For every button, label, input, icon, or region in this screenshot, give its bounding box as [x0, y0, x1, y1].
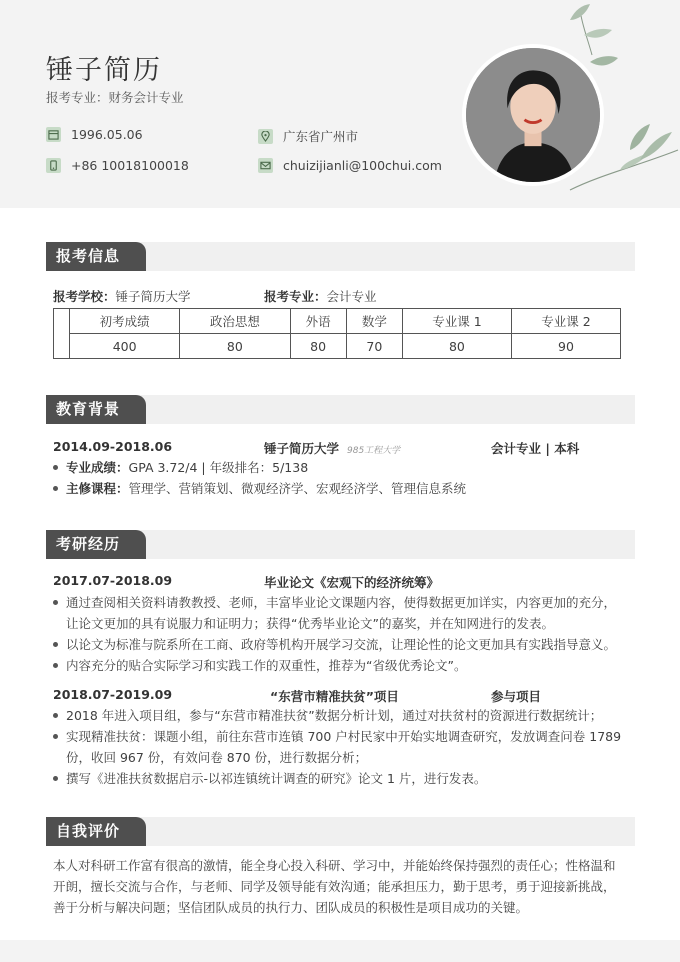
bullet-dot-icon: [53, 713, 58, 718]
exp2-bullet-text: 撰写《进准扶贫数据启示-以祁连镇统计调查的研究》论文 1 片，进行发表。: [66, 771, 487, 786]
target-major: 报考专业：财务会计专业: [46, 90, 184, 105]
bullet-dot-icon: [53, 776, 58, 781]
edu-major: 会计专业 | 本科: [491, 441, 580, 456]
exp1-bullet: [53, 634, 628, 655]
apply-school: 锤子简历大学: [115, 289, 191, 304]
edu-item-text: GPA 3.72/4 | 年级排名：5/138: [128, 460, 309, 475]
bullet-dot-icon: [53, 600, 58, 605]
section-self-header: [46, 817, 635, 846]
profile-photo: [462, 44, 604, 186]
bullet-dot-icon: [53, 642, 58, 647]
location-pin-icon: [258, 129, 273, 144]
edu-school: 锤子简历大学: [264, 441, 340, 456]
bullet-dot-icon: [53, 734, 58, 739]
location: 广东省广州市: [283, 129, 359, 144]
location-info: [258, 127, 358, 145]
section-apply-header: [46, 242, 635, 271]
edu-item: [53, 478, 466, 499]
phone-icon: [46, 158, 61, 173]
score-value-cell: 80: [180, 334, 290, 359]
score-value-cell: 80: [402, 334, 511, 359]
edu-school-tag: 985工程大学: [347, 446, 401, 456]
score-table-spacer: [54, 309, 70, 359]
edu-school-row: [264, 439, 400, 457]
score-header-cell: 外语: [290, 309, 346, 334]
exp2-role: 参与项目: [491, 689, 542, 704]
exp2-date: 2018.07-2019.09: [53, 687, 173, 702]
apply-school-row: [53, 287, 191, 305]
exp1-bullet: [53, 592, 628, 634]
exp1-bullet-text: 通过查阅相关资料请教教授、老师，丰富毕业论文课题内容，使得数据更加详实，内容更加的充分，让论文更加的具有说服力和证明力；获得“优秀毕业论文”的嘉奖，并在知网进行的发表。: [66, 595, 617, 631]
section-research-header: [46, 530, 635, 559]
email-info: [258, 158, 442, 173]
apply-major-row: [264, 287, 377, 305]
email: chuizijianli@100chui.com: [283, 158, 442, 173]
score-header-row: [54, 309, 621, 334]
section-self-title: 自我评价: [46, 817, 146, 846]
score-header-cell: 初考成绩: [70, 309, 180, 334]
birth-info: [46, 127, 143, 142]
score-header-cell: 数学: [346, 309, 402, 334]
section-research-title: 考研经历: [46, 530, 146, 559]
section-education-header: [46, 395, 635, 424]
mail-icon: [258, 158, 273, 173]
apply-major-label: 报考专业：: [264, 289, 327, 304]
exp2-title: “东营市精准扶贫”项目: [270, 689, 399, 704]
exp1-title: 毕业论文《宏观下的经济统筹》: [264, 575, 440, 590]
birth-date: 1996.05.06: [71, 127, 143, 142]
phone-info: [46, 158, 189, 173]
edu-item-label: 专业成绩：: [66, 460, 129, 475]
score-header-cell: 政治思想: [180, 309, 290, 334]
exp2-bullet-text: 2018 年进入项目组，参与“东营市精准扶贫”数据分析计划，通过对扶贫村的资源进行数据统计；: [66, 708, 603, 723]
score-value-row: [54, 334, 621, 359]
footer-band: [0, 940, 680, 962]
exp1-bullet-text: 内容充分的贴合实际学习和实践工作的双重性，推荐为“省级优秀论文”。: [66, 658, 467, 673]
phone-number: +86 10018100018: [71, 158, 189, 173]
exp1-date: 2017.07-2018.09: [53, 573, 173, 588]
avatar-portrait-icon: [466, 48, 600, 182]
exp2-bullet: [53, 726, 628, 768]
calendar-icon: [46, 127, 61, 142]
score-value-cell: 90: [511, 334, 620, 359]
exp2-bullet-text: 实现精准扶贫：课题小组，前往东营市连镇 700 户村民家中开始实地调查研究，发放调查问卷 1789 份，收回 967 份，有效问卷 870 份，进行数据分析；: [66, 729, 622, 765]
resume-name: 锤子简历: [46, 55, 162, 86]
edu-date: 2014.09-2018.06: [53, 439, 173, 454]
bullet-dot-icon: [53, 465, 58, 470]
score-value-cell: 400: [70, 334, 180, 359]
edu-item: [53, 457, 308, 478]
exp2-bullet: [53, 705, 628, 726]
score-value-cell: 70: [346, 334, 402, 359]
score-value-cell: 80: [290, 334, 346, 359]
bullet-dot-icon: [53, 486, 58, 491]
exp1-bullet: [53, 655, 628, 676]
apply-major: 会计专业: [326, 289, 377, 304]
score-table: [53, 308, 621, 359]
exp1-bullet-text: 以论文为标准与院系所在工商、政府等机构开展学习交流，让理论性的论文更加具有实践指导意义。: [66, 637, 617, 652]
edu-item-text: 管理学、营销策划、微观经济学、宏观经济学、管理信息系统: [128, 481, 467, 496]
self-evaluation: 本人对科研工作富有很高的激情，能全身心投入科研、学习中，并能始终保持强烈的责任心；性格温和开朗，擅长交流与合作，与老师、同学及领导能有效沟通；能承担压力，勤于思考，勇于迎接新挑战，善于分析与解决问题；坚信团队成员的执行力、团队成员的积极性是项目成功的关键。: [53, 858, 616, 915]
apply-school-label: 报考学校：: [53, 289, 116, 304]
score-header-cell: 专业课 2: [511, 309, 620, 334]
exp2-bullet: [53, 768, 628, 789]
edu-item-label: 主修课程：: [66, 481, 129, 496]
bullet-dot-icon: [53, 663, 58, 668]
score-header-cell: 专业课 1: [402, 309, 511, 334]
section-education-title: 教育背景: [46, 395, 146, 424]
section-apply-title: 报考信息: [46, 242, 146, 271]
